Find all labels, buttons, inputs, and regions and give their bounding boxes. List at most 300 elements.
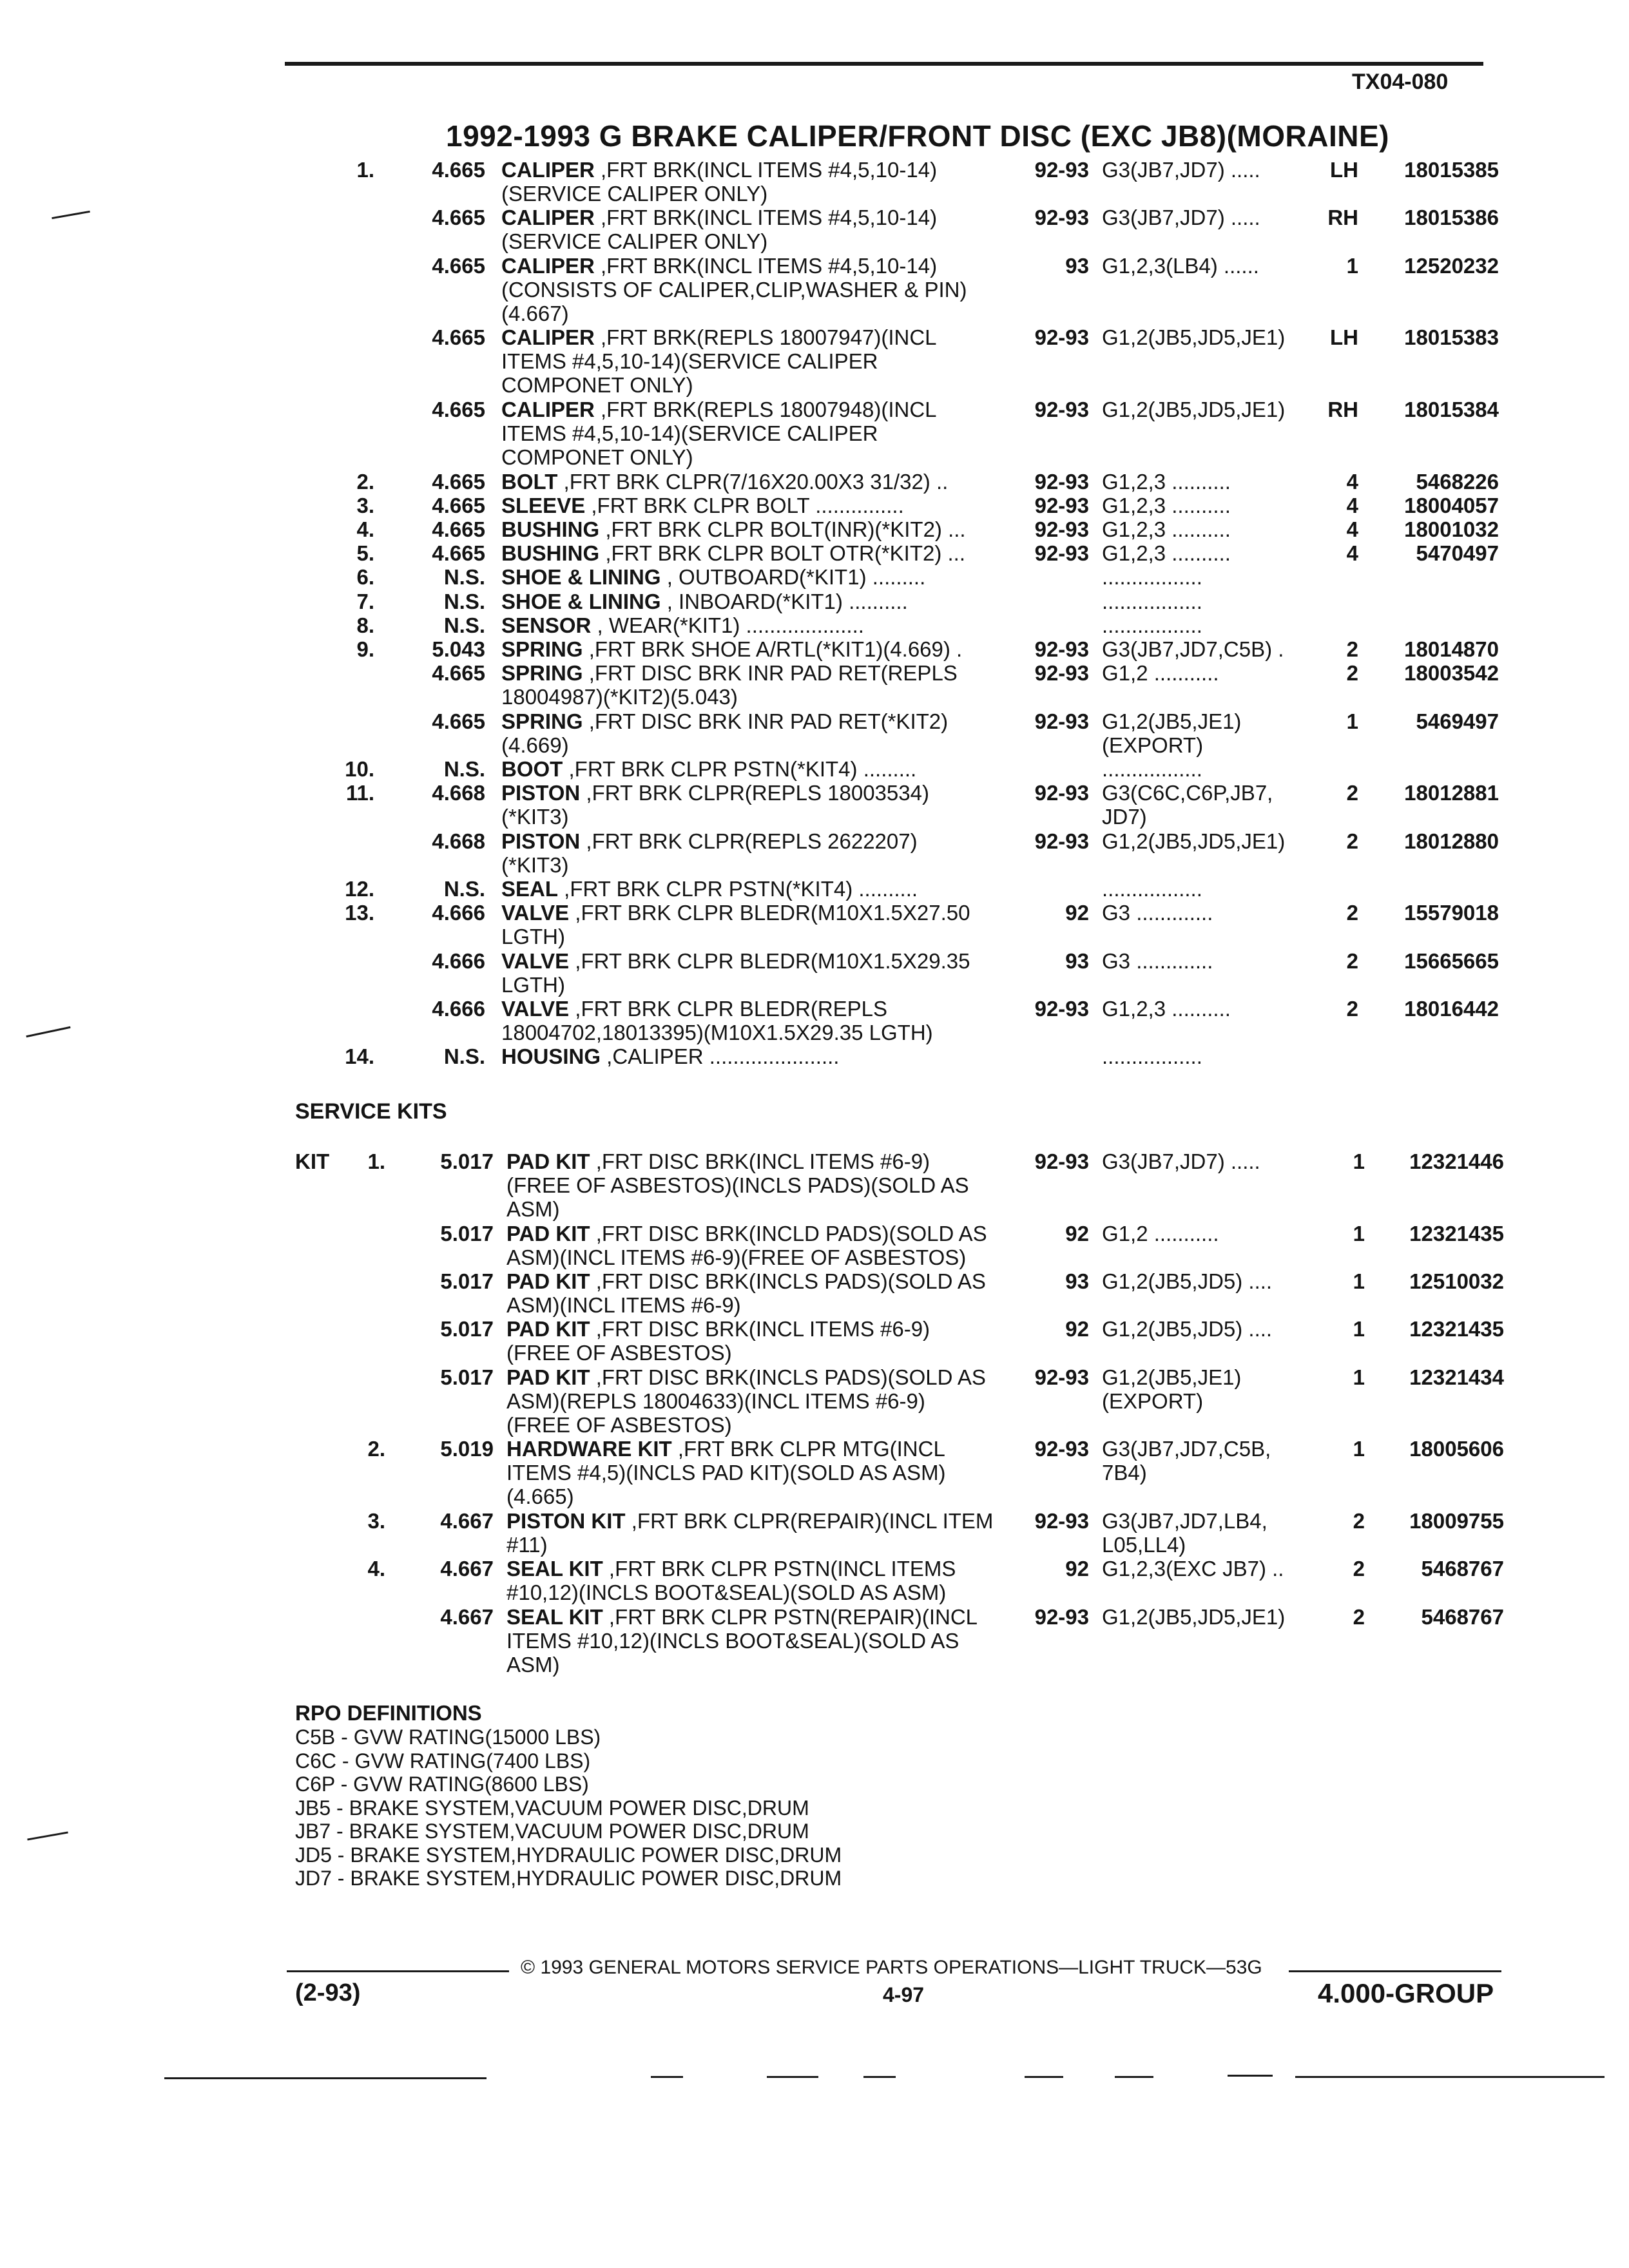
scan-dash	[1295, 2076, 1605, 2078]
model-line: G1,2(JB5,JD5,JE1)	[1102, 829, 1286, 853]
description-line: VALVE ,FRT BRK CLPR BLEDR(M10X1.5X29.35	[501, 948, 970, 973]
group-number: 4.667	[440, 1557, 494, 1581]
model-usage	[1102, 757, 1321, 781]
description-line: (FREE OF ASBESTOS)(INCLS PADS)(SOLD AS	[506, 1173, 969, 1197]
part-description	[501, 206, 1030, 253]
part-name: SENSOR	[501, 613, 592, 637]
rpo-definition: C6P - GVW RATING(8600 LBS)	[295, 1773, 589, 1796]
quantity: 1	[1353, 1221, 1365, 1245]
rpo-definition: C5B - GVW RATING(15000 LBS)	[295, 1725, 601, 1749]
description-line: CALIPER ,FRT BRK(INCL ITEMS #4,5,10-14)	[501, 158, 938, 182]
group-number: 4.665	[432, 517, 485, 541]
part-description	[506, 1149, 1035, 1221]
part-name: CALIPER	[501, 158, 595, 182]
quantity: 2	[1353, 1557, 1365, 1581]
group-number: 4.665	[432, 661, 485, 686]
model-years: 92-93	[1034, 1437, 1089, 1461]
scan-mark	[26, 1026, 70, 1037]
quantity: 2	[1346, 637, 1358, 661]
group-number: N.S.	[443, 757, 485, 781]
part-number: 18005606	[1409, 1437, 1504, 1461]
document-code: TX04-080	[1352, 70, 1449, 94]
model-years: 93	[1065, 253, 1089, 278]
model-years: 92-93	[1034, 325, 1089, 350]
part-description	[506, 1269, 1035, 1317]
group-number: 4.665	[432, 709, 485, 733]
model-line: G1,2(JB5,JE1)	[1102, 709, 1242, 733]
part-description	[501, 613, 1030, 637]
quantity: 2	[1353, 1509, 1365, 1533]
item-number: 3.	[367, 1509, 385, 1533]
part-description	[501, 1044, 1030, 1068]
model-line: 7B4)	[1102, 1461, 1147, 1485]
model-years: 93	[1065, 948, 1089, 973]
part-number: 18015383	[1404, 325, 1499, 350]
model-years: 92-93	[1034, 781, 1089, 805]
description-line: BOLT ,FRT BRK CLPR(7/16X20.00X3 31/32) ..	[501, 469, 949, 494]
group-number: 4.665	[432, 541, 485, 566]
description-line: PISTON KIT ,FRT BRK CLPR(REPAIR)(INCL ITEM	[506, 1509, 994, 1533]
item-number: 1.	[356, 158, 374, 182]
part-name: SHOE & LINING	[501, 589, 661, 613]
kit-prefix: KIT	[295, 1149, 330, 1173]
model-years: 92-93	[1034, 469, 1089, 494]
quantity: RH	[1327, 206, 1358, 230]
model-usage	[1102, 470, 1321, 494]
description-line: CALIPER ,FRT BRK(REPLS 18007947)(INCL	[501, 325, 937, 350]
quantity: 4	[1346, 493, 1358, 517]
rpo-definition: JB7 - BRAKE SYSTEM,VACUUM POWER DISC,DRUM	[295, 1820, 809, 1843]
model-line: G1,2,3 ..........	[1102, 541, 1231, 566]
description-line: LGTH)	[501, 972, 565, 997]
item-number: 10.	[345, 757, 374, 781]
description-line: HARDWARE KIT ,FRT BRK CLPR MTG(INCL	[506, 1437, 945, 1461]
model-line: G1,2(JB5,JD5,JE1)	[1102, 325, 1286, 350]
description-line: ASM)(REPLS 18004633)(INCL ITEMS #6-9)	[506, 1389, 925, 1413]
part-name: HOUSING	[501, 1044, 601, 1069]
scan-dash	[863, 2076, 896, 2078]
part-number: 12510032	[1409, 1269, 1504, 1293]
part-name: BOOT	[501, 757, 563, 781]
model-usage	[1102, 613, 1321, 637]
scan-mark	[52, 211, 90, 219]
part-description	[506, 1509, 1035, 1557]
part-description	[506, 1437, 1035, 1508]
model-line: .................	[1102, 565, 1202, 590]
description-line: ASM)(INCL ITEMS #6-9)	[506, 1293, 741, 1317]
part-name: BUSHING	[501, 517, 600, 541]
model-years: 92-93	[1034, 661, 1089, 686]
model-years: 92-93	[1034, 829, 1089, 853]
group-number: N.S.	[443, 589, 485, 613]
description-line: SLEEVE ,FRT BRK CLPR BOLT ...............	[501, 493, 904, 517]
description-line: (*KIT3)	[501, 805, 569, 829]
model-line: (EXPORT)	[1102, 733, 1204, 757]
model-usage	[1102, 1365, 1321, 1413]
footer-page-number: 4-97	[883, 1983, 925, 2006]
description-line: ASM)	[506, 1197, 560, 1221]
part-number: 18015384	[1404, 398, 1499, 421]
part-name: PISTON	[501, 781, 581, 805]
model-years: 92-93	[1034, 541, 1089, 566]
item-number: 2.	[356, 469, 374, 494]
model-years: 92-93	[1034, 709, 1089, 733]
model-usage	[1102, 949, 1321, 973]
model-usage	[1102, 1222, 1321, 1245]
part-name: PAD KIT	[506, 1221, 590, 1245]
description-line: COMPONET ONLY)	[501, 445, 693, 469]
quantity: 2	[1346, 997, 1358, 1021]
item-number: 4.	[356, 517, 374, 541]
part-number: 18004057	[1404, 493, 1499, 517]
footer-group: 4.000-GROUP	[1318, 1978, 1494, 2008]
description-line: SENSOR , WEAR(*KIT1) ....................	[501, 613, 864, 637]
footer-copyright: © 1993 GENERAL MOTORS SERVICE PARTS OPERATIONS—LIGHT TRUCK—53G	[521, 1957, 1262, 1978]
part-description	[501, 590, 1030, 613]
description-line: COMPONET ONLY)	[501, 373, 693, 398]
description-line: ITEMS #4,5)(INCLS PAD KIT)(SOLD AS ASM)	[506, 1461, 946, 1485]
scan-dash	[767, 2076, 818, 2078]
description-line: (4.667)	[501, 301, 569, 325]
part-description	[501, 254, 1030, 325]
part-name: VALVE	[501, 901, 570, 925]
quantity: 1	[1346, 709, 1358, 733]
model-usage	[1102, 590, 1321, 613]
model-line: G1,2 ...........	[1102, 661, 1219, 686]
model-line: G1,2,3(LB4) ......	[1102, 253, 1259, 278]
description-line: PISTON ,FRT BRK CLPR(REPLS 2622207)	[501, 829, 918, 853]
model-line: G3(JB7,JD7) .....	[1102, 158, 1260, 182]
item-number: 3.	[356, 493, 374, 517]
part-description	[506, 1557, 1035, 1604]
description-line: ITEMS #4,5,10-14)(SERVICE CALIPER	[501, 349, 878, 374]
quantity: 2	[1346, 661, 1358, 686]
part-description	[501, 877, 1030, 901]
part-description	[501, 757, 1030, 781]
part-name: SPRING	[501, 637, 583, 661]
quantity: 2	[1346, 948, 1358, 973]
model-line: G1,2(JB5,JD5) ....	[1102, 1269, 1273, 1293]
part-number: 18001032	[1404, 517, 1499, 541]
description-line: BUSHING ,FRT BRK CLPR BOLT OTR(*KIT2) ...	[501, 541, 966, 566]
part-name: PISTON KIT	[506, 1509, 626, 1533]
group-number: 4.665	[432, 158, 485, 182]
part-name: CALIPER	[501, 206, 595, 230]
model-years: 92-93	[1034, 1149, 1089, 1173]
rpo-definition: C6C - GVW RATING(7400 LBS)	[295, 1749, 591, 1773]
description-line: SPRING ,FRT BRK SHOE A/RTL(*KIT1)(4.669) .	[501, 637, 963, 661]
quantity: 4	[1346, 469, 1358, 494]
model-usage	[1102, 637, 1321, 661]
part-name: SEAL	[501, 877, 559, 901]
quantity: 1	[1353, 1317, 1365, 1341]
part-description	[506, 1317, 1035, 1365]
description-line: PAD KIT ,FRT DISC BRK(INCL ITEMS #6-9)	[506, 1149, 930, 1173]
description-line: HOUSING ,CALIPER ......................	[501, 1044, 840, 1069]
group-number: 4.665	[432, 325, 485, 350]
model-line: G3 .............	[1102, 901, 1213, 925]
quantity: 1	[1353, 1437, 1365, 1461]
part-number: 18016442	[1404, 997, 1499, 1021]
model-years: 92	[1065, 1317, 1089, 1341]
model-usage	[1102, 709, 1321, 757]
part-number: 12321434	[1409, 1365, 1504, 1389]
description-line: (4.665)	[506, 1485, 574, 1509]
part-description	[501, 517, 1030, 541]
model-line: JD7)	[1102, 805, 1147, 829]
model-line: G1,2 ...........	[1102, 1221, 1219, 1245]
model-usage	[1102, 1149, 1321, 1173]
quantity: LH	[1330, 325, 1358, 350]
model-line: G3 .............	[1102, 948, 1213, 973]
item-number: 1.	[367, 1149, 385, 1173]
model-line: G1,2,3 ..........	[1102, 493, 1231, 517]
scan-mark	[27, 1831, 68, 1840]
item-number: 7.	[356, 589, 374, 613]
group-number: 4.667	[440, 1509, 494, 1533]
model-line: G3(JB7,JD7,C5B,	[1102, 1437, 1271, 1461]
quantity: 2	[1346, 901, 1358, 925]
group-number: 4.665	[432, 469, 485, 494]
description-line: (4.669)	[501, 733, 569, 757]
description-line: 18004702,18013395)(M10X1.5X29.35 LGTH)	[501, 1021, 933, 1044]
model-line: G1,2,3 ..........	[1102, 997, 1231, 1021]
group-number: 4.665	[432, 493, 485, 517]
model-usage	[1102, 541, 1321, 565]
part-number: 15665665	[1404, 948, 1499, 973]
part-description	[501, 325, 1030, 397]
part-description	[501, 829, 1030, 877]
model-usage	[1102, 781, 1321, 829]
rpo-definitions-heading: RPO DEFINITIONS	[295, 1701, 482, 1725]
model-usage	[1102, 1044, 1321, 1068]
model-usage	[1102, 1509, 1321, 1557]
part-number: 5469497	[1416, 709, 1499, 733]
group-number: 5.017	[440, 1269, 494, 1293]
page-title: 1992-1993 G BRAKE CALIPER/FRONT DISC (EXC JB8)(MORAINE)	[446, 119, 1389, 153]
part-description	[501, 565, 1030, 589]
model-line: (EXPORT)	[1102, 1389, 1204, 1413]
model-years: 92-93	[1034, 206, 1089, 230]
part-description	[501, 158, 1030, 206]
part-name: VALVE	[501, 948, 570, 973]
group-number: 4.666	[432, 948, 485, 973]
model-usage	[1102, 901, 1321, 925]
description-line: ITEMS #10,12)(INCLS BOOT&SEAL)(SOLD AS	[506, 1628, 959, 1653]
model-years: 92-93	[1034, 398, 1089, 421]
description-line: (FREE OF ASBESTOS)	[506, 1412, 732, 1437]
part-name: SPRING	[501, 661, 583, 686]
part-description	[501, 709, 1030, 757]
description-line: CALIPER ,FRT BRK(INCL ITEMS #4,5,10-14)	[501, 206, 938, 230]
item-number: 12.	[345, 877, 374, 901]
item-number: 11.	[345, 781, 374, 805]
group-number: 4.668	[432, 781, 485, 805]
model-usage	[1102, 997, 1321, 1021]
description-line: PAD KIT ,FRT DISC BRK(INCLD PADS)(SOLD AS	[506, 1221, 987, 1245]
part-number: 5468226	[1416, 469, 1499, 494]
model-years: 92	[1065, 901, 1089, 925]
description-line: VALVE ,FRT BRK CLPR BLEDR(M10X1.5X27.50	[501, 901, 970, 925]
scan-dash	[164, 2077, 487, 2079]
description-line: (SERVICE CALIPER ONLY)	[501, 182, 768, 206]
group-number: N.S.	[443, 877, 485, 901]
model-usage	[1102, 206, 1321, 229]
description-line: (SERVICE CALIPER ONLY)	[501, 229, 768, 254]
description-line: BUSHING ,FRT BRK CLPR BOLT(INR)(*KIT2) ...	[501, 517, 966, 541]
quantity: 1	[1353, 1269, 1365, 1293]
model-line: G1,2(JB5,JD5) ....	[1102, 1317, 1273, 1341]
description-line: SPRING ,FRT DISC BRK INR PAD RET(REPLS	[501, 661, 958, 686]
scan-dash	[1025, 2076, 1063, 2078]
description-line: PISTON ,FRT BRK CLPR(REPLS 18003534)	[501, 781, 929, 805]
group-number: 5.017	[440, 1221, 494, 1245]
description-line: #10,12)(INCLS BOOT&SEAL)(SOLD AS ASM)	[506, 1581, 947, 1605]
group-number: N.S.	[443, 613, 485, 637]
part-number: 5470497	[1416, 541, 1499, 566]
part-number: 12520232	[1404, 253, 1499, 278]
model-years: 92-93	[1034, 493, 1089, 517]
model-line: G1,2(JB5,JD5,JE1)	[1102, 398, 1286, 421]
description-line: PAD KIT ,FRT DISC BRK(INCLS PADS)(SOLD AS	[506, 1365, 986, 1389]
item-number: 8.	[356, 613, 374, 637]
model-years: 92-93	[1034, 517, 1089, 541]
model-years: 92-93	[1034, 1604, 1089, 1629]
model-usage	[1102, 325, 1321, 349]
group-number: 5.043	[432, 637, 485, 661]
part-name: CALIPER	[501, 253, 595, 278]
group-number: 5.017	[440, 1317, 494, 1341]
model-usage	[1102, 1557, 1321, 1581]
model-years: 92-93	[1034, 1365, 1089, 1389]
part-description	[501, 781, 1030, 829]
group-number: 4.665	[432, 398, 485, 421]
model-usage	[1102, 1437, 1321, 1485]
part-name: PAD KIT	[506, 1365, 590, 1389]
model-years: 92-93	[1034, 997, 1089, 1021]
rpo-definition: JD5 - BRAKE SYSTEM,HYDRAULIC POWER DISC,DRUM	[295, 1843, 842, 1867]
part-description	[506, 1365, 1035, 1437]
model-usage	[1102, 517, 1321, 541]
description-line: CALIPER ,FRT BRK(REPLS 18007948)(INCL	[501, 398, 937, 421]
item-number: 4.	[367, 1557, 385, 1581]
description-line: BOOT ,FRT BRK CLPR PSTN(*KIT4) .........	[501, 757, 917, 781]
quantity: 4	[1346, 517, 1358, 541]
part-number: 18015386	[1404, 206, 1499, 230]
model-usage	[1102, 158, 1321, 182]
model-line: .................	[1102, 1044, 1202, 1069]
part-name: BUSHING	[501, 541, 600, 566]
description-line: SHOE & LINING , OUTBOARD(*KIT1) .........	[501, 565, 926, 590]
footer-date-code: (2-93)	[295, 1979, 361, 2006]
description-line: ASM)	[506, 1652, 560, 1677]
model-years: 92	[1065, 1221, 1089, 1245]
group-number: N.S.	[443, 565, 485, 590]
model-usage	[1102, 661, 1321, 685]
group-number: 4.666	[432, 901, 485, 925]
model-line: G3(JB7,JD7,C5B) .	[1102, 637, 1284, 661]
quantity: 1	[1346, 253, 1358, 278]
group-number: 4.666	[432, 997, 485, 1021]
group-number: 4.667	[440, 1604, 494, 1629]
description-line: ITEMS #4,5,10-14)(SERVICE CALIPER	[501, 421, 878, 445]
model-line: G3(JB7,JD7) .....	[1102, 206, 1260, 230]
model-line: G1,2,3(EXC JB7) ..	[1102, 1557, 1284, 1581]
model-line: G3(JB7,JD7,LB4,	[1102, 1509, 1268, 1533]
part-name: PISTON	[501, 829, 581, 853]
part-number: 12321446	[1409, 1149, 1504, 1173]
description-line: PAD KIT ,FRT DISC BRK(INCLS PADS)(SOLD AS	[506, 1269, 986, 1293]
part-description	[501, 661, 1030, 709]
model-usage	[1102, 1317, 1321, 1341]
model-line: .................	[1102, 589, 1202, 613]
quantity: 4	[1346, 541, 1358, 566]
part-description	[501, 949, 1030, 997]
item-number: 14.	[345, 1044, 374, 1069]
part-description	[501, 901, 1030, 948]
description-line: SPRING ,FRT DISC BRK INR PAD RET(*KIT2)	[501, 709, 949, 733]
quantity: 2	[1346, 829, 1358, 853]
model-usage	[1102, 1269, 1321, 1293]
model-line: .................	[1102, 877, 1202, 901]
quantity: LH	[1330, 158, 1358, 182]
part-number: 18015385	[1404, 158, 1499, 182]
model-line: .................	[1102, 613, 1202, 637]
part-description	[501, 997, 1030, 1044]
scan-dash	[1228, 2075, 1273, 2077]
part-number: 15579018	[1404, 901, 1499, 925]
part-number: 12321435	[1409, 1221, 1504, 1245]
quantity: 2	[1353, 1604, 1365, 1629]
model-line: L05,LL4)	[1102, 1533, 1186, 1557]
item-number: 2.	[367, 1437, 385, 1461]
model-line: G1,2,3 ..........	[1102, 517, 1231, 541]
model-line: G3(C6C,C6P,JB7,	[1102, 781, 1273, 805]
description-line: (CONSISTS OF CALIPER,CLIP,WASHER & PIN)	[501, 277, 967, 302]
part-description	[501, 637, 1030, 661]
group-number: N.S.	[443, 1044, 485, 1069]
part-description	[501, 541, 1030, 565]
model-usage	[1102, 254, 1321, 278]
part-name: VALVE	[501, 997, 570, 1021]
quantity: 1	[1353, 1365, 1365, 1389]
part-description	[506, 1605, 1035, 1677]
model-line: .................	[1102, 757, 1202, 781]
model-line: G3(JB7,JD7) .....	[1102, 1149, 1260, 1173]
model-years: 92-93	[1034, 158, 1089, 182]
group-number: 4.665	[432, 253, 485, 278]
part-name: SHOE & LINING	[501, 565, 661, 590]
part-name: PAD KIT	[506, 1269, 590, 1293]
part-description	[501, 494, 1030, 517]
footer-rule-right	[1289, 1970, 1501, 1972]
model-usage	[1102, 398, 1321, 421]
model-line: G1,2(JB5,JD5,JE1)	[1102, 1604, 1286, 1629]
scan-dash	[651, 2076, 683, 2078]
description-line: SEAL KIT ,FRT BRK CLPR PSTN(INCL ITEMS	[506, 1557, 956, 1581]
part-name: SEAL KIT	[506, 1604, 603, 1629]
model-line: G1,2(JB5,JE1)	[1102, 1365, 1242, 1389]
description-line: VALVE ,FRT BRK CLPR BLEDR(REPLS	[501, 997, 888, 1021]
description-line: ASM)(INCL ITEMS #6-9)(FREE OF ASBESTOS)	[506, 1245, 967, 1269]
model-usage	[1102, 494, 1321, 517]
part-number: 18003542	[1404, 661, 1499, 686]
part-name: SPRING	[501, 709, 583, 733]
service-kits-heading: SERVICE KITS	[295, 1099, 447, 1124]
part-number: 18012881	[1404, 781, 1499, 805]
model-years: 92-93	[1034, 1509, 1089, 1533]
part-name: BOLT	[501, 469, 558, 494]
